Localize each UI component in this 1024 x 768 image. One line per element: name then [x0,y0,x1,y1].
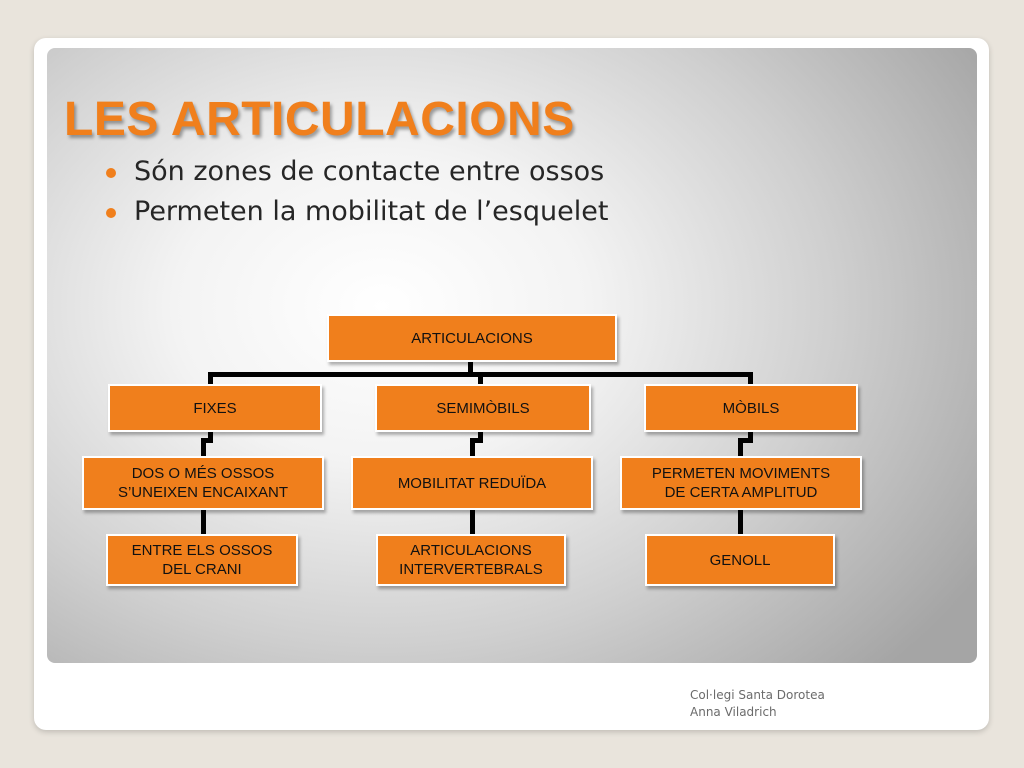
connector-fixes-example [201,508,206,536]
node-type-mobils: MÒBILS [644,384,858,432]
connector-mobils-example [738,508,743,536]
connector-mobils-step-c [738,438,743,458]
node-description-mobils: PERMETEN MOVIMENTS DE CERTA AMPLITUD [620,456,862,510]
bullet-text: Són zones de contacte entre ossos [134,156,605,187]
node-root: ARTICULACIONS [327,314,617,362]
bullet-dot-icon [106,208,116,218]
bullet-text: Permeten la mobilitat de l’esquelet [134,196,609,227]
node-description-fixes: DOS O MÉS OSSOS S’UNEIXEN ENCAIXANT [82,456,324,510]
bullet-dot-icon [106,168,116,178]
node-example-mobils: GENOLL [645,534,835,586]
connector-fixes-step-c [201,438,206,458]
connector-semi-example [470,508,475,536]
connector-semi-step-c [470,438,475,458]
node-example-semimobils: ARTICULACIONS INTERVERTEBRALS [376,534,566,586]
node-type-semimobils: SEMIMÒBILS [375,384,591,432]
bullet-item [104,192,608,232]
node-description-semimobils: MOBILITAT REDUÏDA [351,456,593,510]
slide-title: LES ARTICULACIONS [64,93,575,146]
footer-credit: Col·legi Santa Dorotea Anna Viladrich [690,688,825,719]
node-example-fixes: ENTRE ELS OSSOS DEL CRANI [106,534,298,586]
node-type-fixes: FIXES [108,384,322,432]
bullet-list [104,152,608,232]
bullet-item [104,152,608,192]
